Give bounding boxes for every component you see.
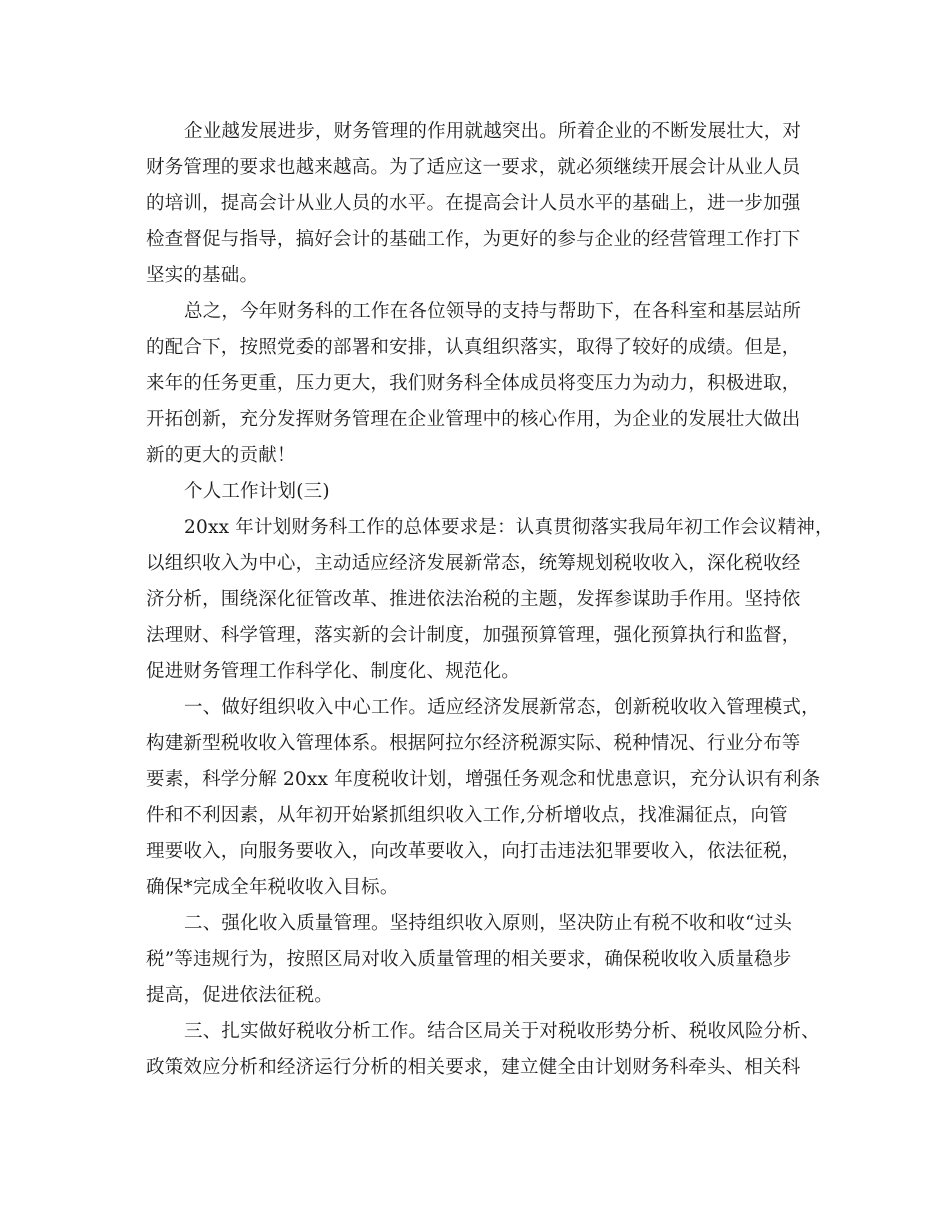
text-line: 政策效应分析和经济运行分析的相关要求，建立健全由计划财务科牵头、相关科 — [146, 1057, 801, 1078]
text-line: 20xx 年计划财务科工作的总体要求是：认真贯彻落实我局年初工作会议精神， — [184, 517, 834, 538]
text-line: 坚实的基础。 — [146, 265, 259, 286]
text-line: 促进财务管理工作科学化、制度化、规范化。 — [146, 661, 521, 682]
paragraph-3 — [146, 510, 834, 690]
text-line: 构建新型税收收入管理体系。根据阿拉尔经济税源实际、税种情况、行业分布等 — [146, 733, 801, 754]
text-line: 企业越发展进步，财务管理的作用就越突出。所着企业的不断发展壮大，对 — [184, 121, 802, 142]
text-line: 提高，促进依法征税。 — [146, 985, 334, 1006]
text-line: 开拓创新，充分发挥财务管理在企业管理中的核心作用，为企业的发展壮大做出 — [146, 409, 801, 430]
text-line: 以组织收入为中心，主动适应经济发展新常态，统筹规划税收收入，深化税收经 — [146, 553, 801, 574]
text-line: 要素，科学分解 20xx 年度税收计划，增强任务观念和忧患意识，充分认识有利条 — [146, 769, 821, 790]
text-line: 确保*完成全年税收收入目标。 — [146, 877, 399, 898]
paragraph-6 — [146, 1014, 820, 1086]
text-line: 的配合下，按照党委的部署和安排，认真组织落实，取得了较好的成绩。但是， — [146, 337, 801, 358]
text-line: 法理财、科学管理，落实新的会计制度，加强预算管理，强化预算执行和监督， — [146, 625, 801, 646]
text-line: 新的更大的贡献！ — [146, 445, 296, 466]
text-line: 济分析，围绕深化征管改革、推进依法治税的主题，发挥参谋助手作用。坚持依 — [146, 589, 801, 610]
document-page — [146, 114, 834, 1086]
paragraph-1 — [146, 114, 810, 294]
section-heading — [146, 474, 810, 510]
text-line: 件和不利因素，从年初开始紧抓组织收入工作,分析增收点，找准漏征点，向管 — [146, 805, 788, 826]
text-line: 理要收入，向服务要收入，向改革要收入，向打击违法犯罪要收入，依法征税， — [146, 841, 801, 862]
text-line: 的培训，提高会计从业人员的水平。在提高会计人员水平的基础上，进一步加强 — [146, 193, 801, 214]
paragraph-5 — [146, 906, 810, 1014]
text-line: 来年的任务更重，压力更大，我们财务科全体成员将变压力为动力，积极进取， — [146, 373, 801, 394]
paragraph-4 — [146, 690, 821, 906]
text-line: 二、强化收入质量管理。坚持组织收入原则，坚决防止有税不收和收“过头 — [184, 913, 793, 934]
text-line: 三、扎实做好税收分析工作。结合区局关于对税收形势分析、税收风险分析、 — [184, 1021, 820, 1042]
heading-text: 个人工作计划(三) — [184, 481, 330, 502]
text-line: 检查督促与指导，搞好会计的基础工作，为更好的参与企业的经营管理工作打下 — [146, 229, 801, 250]
text-line: 税”等违规行为，按照区局对收入质量管理的相关要求，确保税收收入质量稳步 — [146, 949, 792, 970]
text-line: 总之，今年财务科的工作在各位领导的支持与帮助下，在各科室和基层站所 — [184, 301, 802, 322]
paragraph-2 — [146, 294, 810, 474]
text-line: 财务管理的要求也越来越高。为了适应这一要求，就必须继续开展会计从业人员 — [146, 157, 801, 178]
text-line: 一、做好组织收入中心工作。适应经济发展新常态，创新税收收入管理模式， — [184, 697, 820, 718]
